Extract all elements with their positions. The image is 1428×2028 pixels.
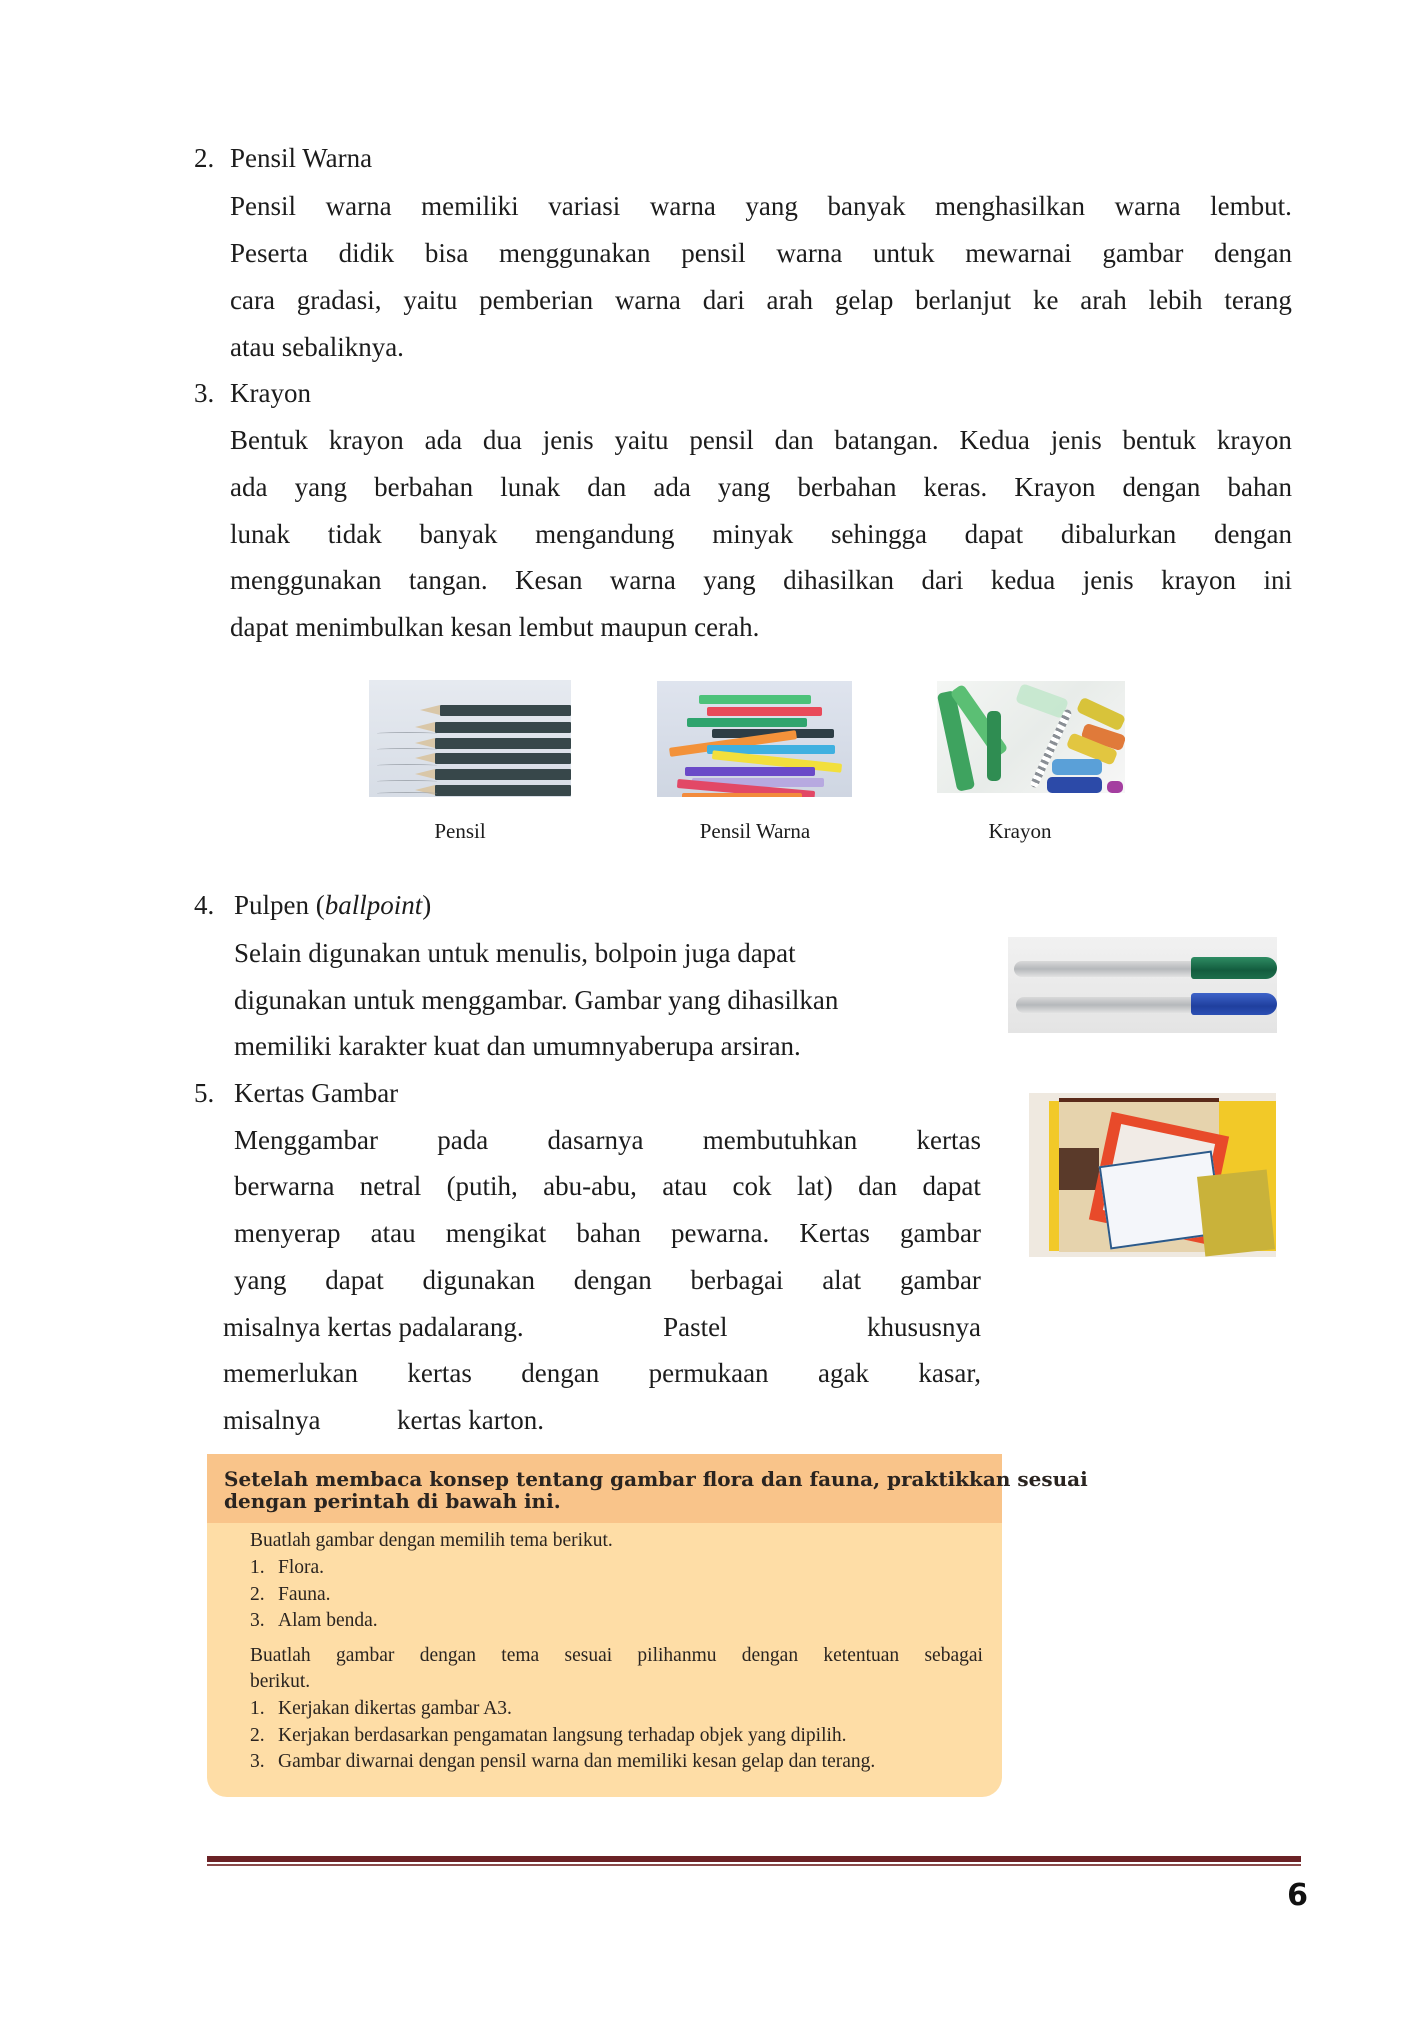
paragraph-line: Selain digunakan untuk menulis, bolpoin juga dapat [234,938,796,968]
word: bahan [576,1218,641,1248]
paragraph-line: dapat menimbulkan kesan lembut maupun cerah. [230,612,760,642]
word: Pensil [230,191,297,221]
word: banyak [419,519,498,549]
task-item-number: 3. [250,1610,265,1631]
task-item-number: 2. [250,1725,265,1746]
paragraph-line [230,511,1292,558]
word: Peserta [230,238,308,268]
heading-italic-text: ballpoint [324,890,423,920]
word: (putih, [446,1171,518,1201]
word: menggunakan [230,565,382,595]
word: mengandung [535,519,675,549]
word: cara [230,285,275,315]
word: arah [766,285,814,315]
word: bentuk [1122,425,1197,455]
paragraph-line [223,1304,981,1351]
word: dari [702,285,745,315]
word: agak [817,1358,869,1388]
word: cok [732,1171,772,1201]
paragraph-line: kertas karton. [397,1405,544,1435]
word: memerlukan [223,1358,358,1388]
paragraph-line [234,1210,981,1257]
word: yang [745,191,798,221]
task-intro: berikut. [250,1671,311,1692]
word: arah [1080,285,1127,315]
word: lebih [1148,285,1203,315]
paragraph-text: Pastel [663,1312,728,1342]
word: dua [482,425,522,455]
word: warna [325,191,392,221]
word: dapat [964,519,1024,549]
word: Kedua [959,425,1030,455]
word: ke [1032,285,1059,315]
word: gambar [1102,238,1184,268]
task-box-heading: Setelah membaca konsep tentang gambar flora dan fauna, praktikkan sesuai [224,1467,1088,1491]
word: Buatlah [250,1645,311,1666]
word: dan [774,425,814,455]
paragraph-line [230,230,1292,277]
task-intro: Buatlah gambar dengan memilih tema berikut. [250,1530,613,1551]
word: dengan [1214,519,1292,549]
word: sesuai [564,1645,613,1666]
footer-rule-thin [207,1864,1301,1866]
word: permukaan [648,1358,769,1388]
task-item: Fauna. [278,1584,331,1605]
word: warna [1114,191,1181,221]
word: variasi [548,191,621,221]
word: warna [609,565,676,595]
word: membutuhkan [702,1125,858,1155]
word: pada [437,1125,489,1155]
list-number: 2. [194,143,215,173]
word: dengan [741,1645,799,1666]
word: kasar, [918,1358,981,1388]
word: warna [614,285,681,315]
word: gambar [899,1265,981,1295]
word: dengan [419,1645,477,1666]
task-item-number: 2. [250,1584,265,1605]
word: pilihanmu [637,1645,717,1666]
word: berbahan [374,472,474,502]
task-item: Kerjakan berdasarkan pengamatan langsung terhadap objek yang dipilih. [278,1725,847,1746]
word: menghasilkan [935,191,1086,221]
word: warna [649,191,716,221]
ballpoint-pens-photo [1008,937,1277,1033]
crayons-photo [937,681,1125,793]
word: yaitu [614,425,669,455]
section-heading-krayon: Krayon [230,378,311,408]
section-heading-pulpen [234,882,431,929]
word: Menggambar [234,1125,378,1155]
paragraph-line [230,183,1292,230]
word: sehingga [830,519,927,549]
word: pensil [681,238,746,268]
word: batangan. [834,425,939,455]
figure-caption: Krayon [988,819,1052,843]
word: jenis [1050,425,1102,455]
word: dan [587,472,627,502]
list-number: 5. [194,1078,215,1108]
figure-caption: Pensil [434,819,486,843]
word: bahan [1227,472,1292,502]
word: lunak [500,472,561,502]
word: didik [338,238,395,268]
word: terang [1224,285,1292,315]
word: tidak [327,519,382,549]
word: warna [776,238,843,268]
word: lat) [796,1171,833,1201]
footer-rule [207,1856,1301,1862]
word: kedua [990,565,1056,595]
word: Kesan [514,565,583,595]
word: jenis [542,425,594,455]
word: dasarnya [547,1125,644,1155]
word: krayon [328,425,404,455]
word: ada [424,425,463,455]
section-heading-pensil-warna: Pensil Warna [230,143,373,173]
word: menyerap [234,1218,341,1248]
word: ini [1263,565,1292,595]
word: mewarnai [965,238,1072,268]
word: digunakan [422,1265,535,1295]
paragraph-line [230,277,1292,324]
paragraph-text: khususnya [866,1312,981,1342]
word: berbahan [797,472,897,502]
word: dengan [573,1265,652,1295]
task-box [207,1454,1088,1797]
word: dihasilkan [783,565,895,595]
word: berwarna [234,1171,335,1201]
pencils-photo [369,680,571,797]
paragraph-line [234,1163,981,1210]
task-item-number: 1. [250,1698,265,1719]
word: lembut. [1210,191,1292,221]
word: minyak [712,519,794,549]
word: ada [653,472,691,502]
word: gambar [900,1218,981,1248]
section-heading-kertas-gambar: Kertas Gambar [234,1078,399,1108]
colored-pencils-photo [657,681,852,797]
word: tangan. [408,565,488,595]
word: yang [234,1265,287,1295]
word: tema [501,1645,540,1666]
word: dapat [325,1265,384,1295]
word: gradasi, [296,285,382,315]
paragraph-line: memiliki karakter kuat dan umumnyaberupa arsiran. [234,1031,801,1061]
word: dengan [1122,472,1201,502]
task-box-heading: dengan perintah di bawah ini. [224,1489,561,1513]
figure-caption: Pensil Warna [699,819,811,843]
word: memiliki [421,191,519,221]
paragraph-line: misalnya [223,1405,321,1435]
word: pemberian [479,285,594,315]
paragraph-line [230,557,1292,604]
word: keras. [923,472,988,502]
word: dibalurkan [1060,519,1177,549]
word: atau [370,1218,416,1248]
task-item: Gambar diwarnai dengan pensil warna dan memiliki kesan gelap dan terang. [278,1751,876,1772]
word: berbagai [690,1265,784,1295]
word: untuk [873,238,935,268]
word: gelap [834,285,894,315]
word: yang [294,472,348,502]
paragraph-line: digunakan untuk menggambar. Gambar yang dihasilkan [234,985,839,1015]
word: dapat [922,1171,981,1201]
word: dengan [1214,238,1292,268]
word: Kertas [799,1218,870,1248]
word: bisa [424,238,469,268]
word: ketentuan [823,1645,900,1666]
word: Krayon [1014,472,1096,502]
word: krayon [1216,425,1292,455]
word: sebagai [924,1645,983,1666]
word: mengikat [445,1218,547,1248]
task-item: Alam benda. [278,1610,378,1631]
word: yang [703,565,756,595]
paragraph-line [234,1117,981,1164]
word: dari [921,565,964,595]
task-item: Kerjakan dikertas gambar A3. [278,1698,512,1719]
paragraph-line [230,417,1292,464]
word: pewarna. [671,1218,770,1248]
word: alat [822,1265,862,1295]
word: lunak [230,519,290,549]
word: kertas [916,1125,981,1155]
task-item: Flora. [278,1557,325,1578]
heading-text: ) [422,890,432,920]
page-number: 6 [1287,1878,1308,1913]
word: gambar [335,1645,395,1666]
word: abu-abu, [543,1171,637,1201]
word: netral [359,1171,422,1201]
word: yang [717,472,771,502]
paragraph-text: misalnya kertas padalarang. [223,1312,524,1342]
paragraph-line [223,1350,981,1397]
task-item-number: 1. [250,1557,265,1578]
word: jenis [1082,565,1134,595]
word: Bentuk [230,425,308,455]
task-intro [250,1642,983,1669]
paragraph-line [230,464,1292,511]
word: dan [858,1171,898,1201]
word: pensil [689,425,754,455]
paragraph-line: atau sebaliknya. [230,332,404,362]
list-number: 4. [194,890,215,920]
word: yaitu [403,285,458,315]
list-number: 3. [194,378,215,408]
word: menggunakan [499,238,651,268]
word: banyak [827,191,906,221]
heading-text: Pulpen ( [234,890,325,920]
word: dengan [521,1358,600,1388]
task-item-number: 3. [250,1751,265,1772]
drawing-paper-photo [1029,1093,1276,1257]
word: atau [662,1171,708,1201]
word: ada [230,472,268,502]
word: kertas [407,1358,472,1388]
word: krayon [1161,565,1237,595]
paragraph-line [234,1257,981,1304]
word: berlanjut [915,285,1012,315]
